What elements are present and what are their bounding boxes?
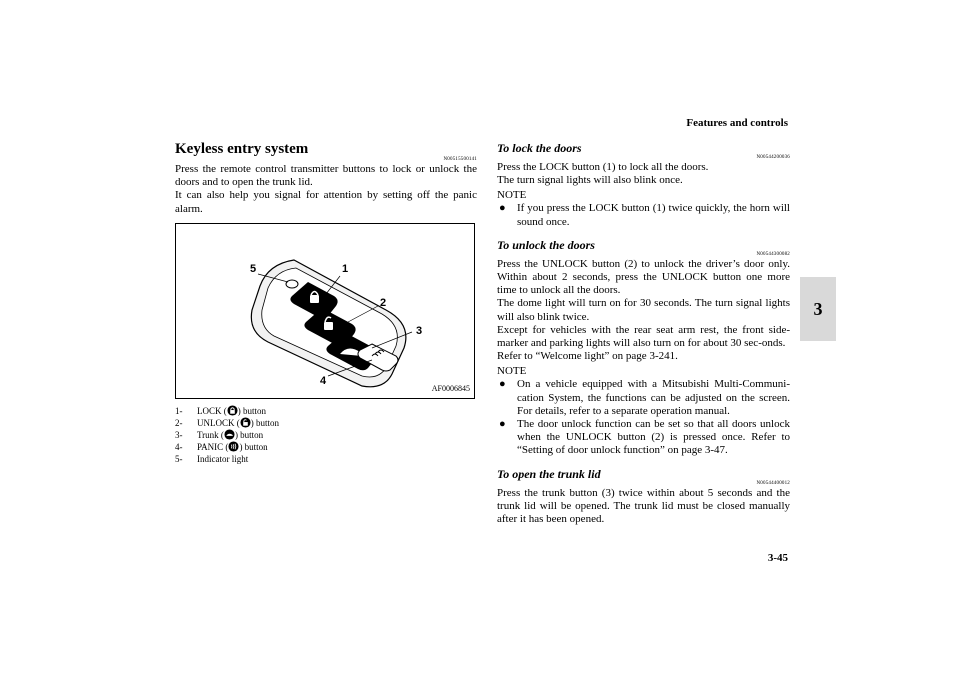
running-header: Features and controls bbox=[686, 117, 788, 129]
intro-paragraph-2: It can also help you signal for attention by setting off the panic alarm. bbox=[175, 189, 477, 215]
lock-icon bbox=[227, 405, 238, 416]
lock-heading: To lock the doors bbox=[497, 141, 582, 155]
unlock-heading: To unlock the doors bbox=[497, 237, 595, 252]
chapter-tab: 3 bbox=[800, 277, 836, 341]
figure-legend bbox=[175, 405, 477, 465]
left-column bbox=[175, 140, 477, 465]
unlock-paragraph-2: The dome light will turn on for 30 seconds. The turn signal lights will also blink twice. bbox=[497, 297, 790, 323]
trunk-icon bbox=[224, 429, 235, 440]
lock-paragraph-1: Press the LOCK button (1) to lock all the doors. bbox=[497, 161, 709, 173]
callout-5: 5 bbox=[250, 262, 257, 275]
trunk-paragraph-1: Press the trunk button (3) twice within about 5 seconds and the trunk lid will be opened. The trunk lid must be closed manually after it has been opened. bbox=[497, 486, 790, 526]
unlock-paragraph-1: Press the UNLOCK button (2) to unlock the driver’s door only. Within about 2 seconds, press the UNLOCK button one more time to unlock all the doors. bbox=[497, 257, 790, 297]
lock-code: N00544200036 bbox=[756, 155, 790, 160]
indicator-light-icon bbox=[286, 280, 298, 288]
bullet-icon: ● bbox=[499, 418, 506, 431]
note-label: NOTE bbox=[497, 189, 527, 202]
bullet-icon: ● bbox=[499, 202, 506, 215]
unlock-code: N00544300082 bbox=[756, 251, 790, 257]
lock-paragraph-2: The turn signal lights will also blink once. bbox=[497, 174, 683, 187]
page-number: 3-45 bbox=[767, 552, 788, 564]
section-heading: Keyless entry system bbox=[175, 141, 309, 157]
note-label: NOTE bbox=[497, 365, 527, 378]
legend-item: 2- UNLOCK ( ) button bbox=[175, 417, 279, 428]
panic-icon bbox=[228, 441, 239, 452]
note-item: ● If you press the LOCK button (1) twice quickly, the horn will sound once. bbox=[499, 202, 790, 228]
callout-2: 2 bbox=[380, 296, 387, 309]
figure-code: AF0006845 bbox=[431, 383, 470, 393]
right-column bbox=[497, 140, 790, 526]
callout-3: 3 bbox=[416, 324, 423, 337]
legend-item: 5- Indicator light bbox=[175, 453, 249, 464]
callout-4: 4 bbox=[320, 374, 327, 387]
key-fob-illustration bbox=[176, 224, 474, 398]
trunk-code: N00544400012 bbox=[756, 480, 790, 486]
unlock-paragraph-3: Except for vehicles with the rear seat arm rest, the front side-marker and parking lights will also turn on for about 30 sec-onds. bbox=[497, 323, 790, 350]
key-fob-figure bbox=[175, 223, 475, 399]
trunk-heading: To open the trunk lid bbox=[497, 466, 601, 481]
note-item: ● The door unlock function can be set so that all doors unlock when the UNLOCK button (2) is pressed once. Refer to “Setting of door unlock function” on page 3-47. bbox=[499, 418, 790, 457]
unlock-paragraph-4: Refer to “Welcome light” on page 3-241. bbox=[497, 350, 678, 363]
unlock-icon bbox=[240, 417, 251, 428]
legend-item: 1- LOCK ( ) button bbox=[175, 405, 266, 416]
legend-item: 3- Trunk ( ) button bbox=[175, 429, 264, 440]
section-code: N00515500141 bbox=[443, 157, 477, 162]
callout-1: 1 bbox=[342, 262, 349, 275]
bullet-icon: ● bbox=[499, 378, 506, 391]
legend-item: 4- PANIC ( ) button bbox=[175, 441, 268, 452]
note-item: ● On a vehicle equipped with a Mitsubishi Multi-Communi-cation System, the functions can be adjusted on the screen. For details, refer to a separate operation manual. bbox=[499, 378, 790, 417]
intro-paragraph-1: Press the remote control transmitter buttons to lock or unlock the doors and to open the trunk lid. bbox=[175, 163, 477, 189]
